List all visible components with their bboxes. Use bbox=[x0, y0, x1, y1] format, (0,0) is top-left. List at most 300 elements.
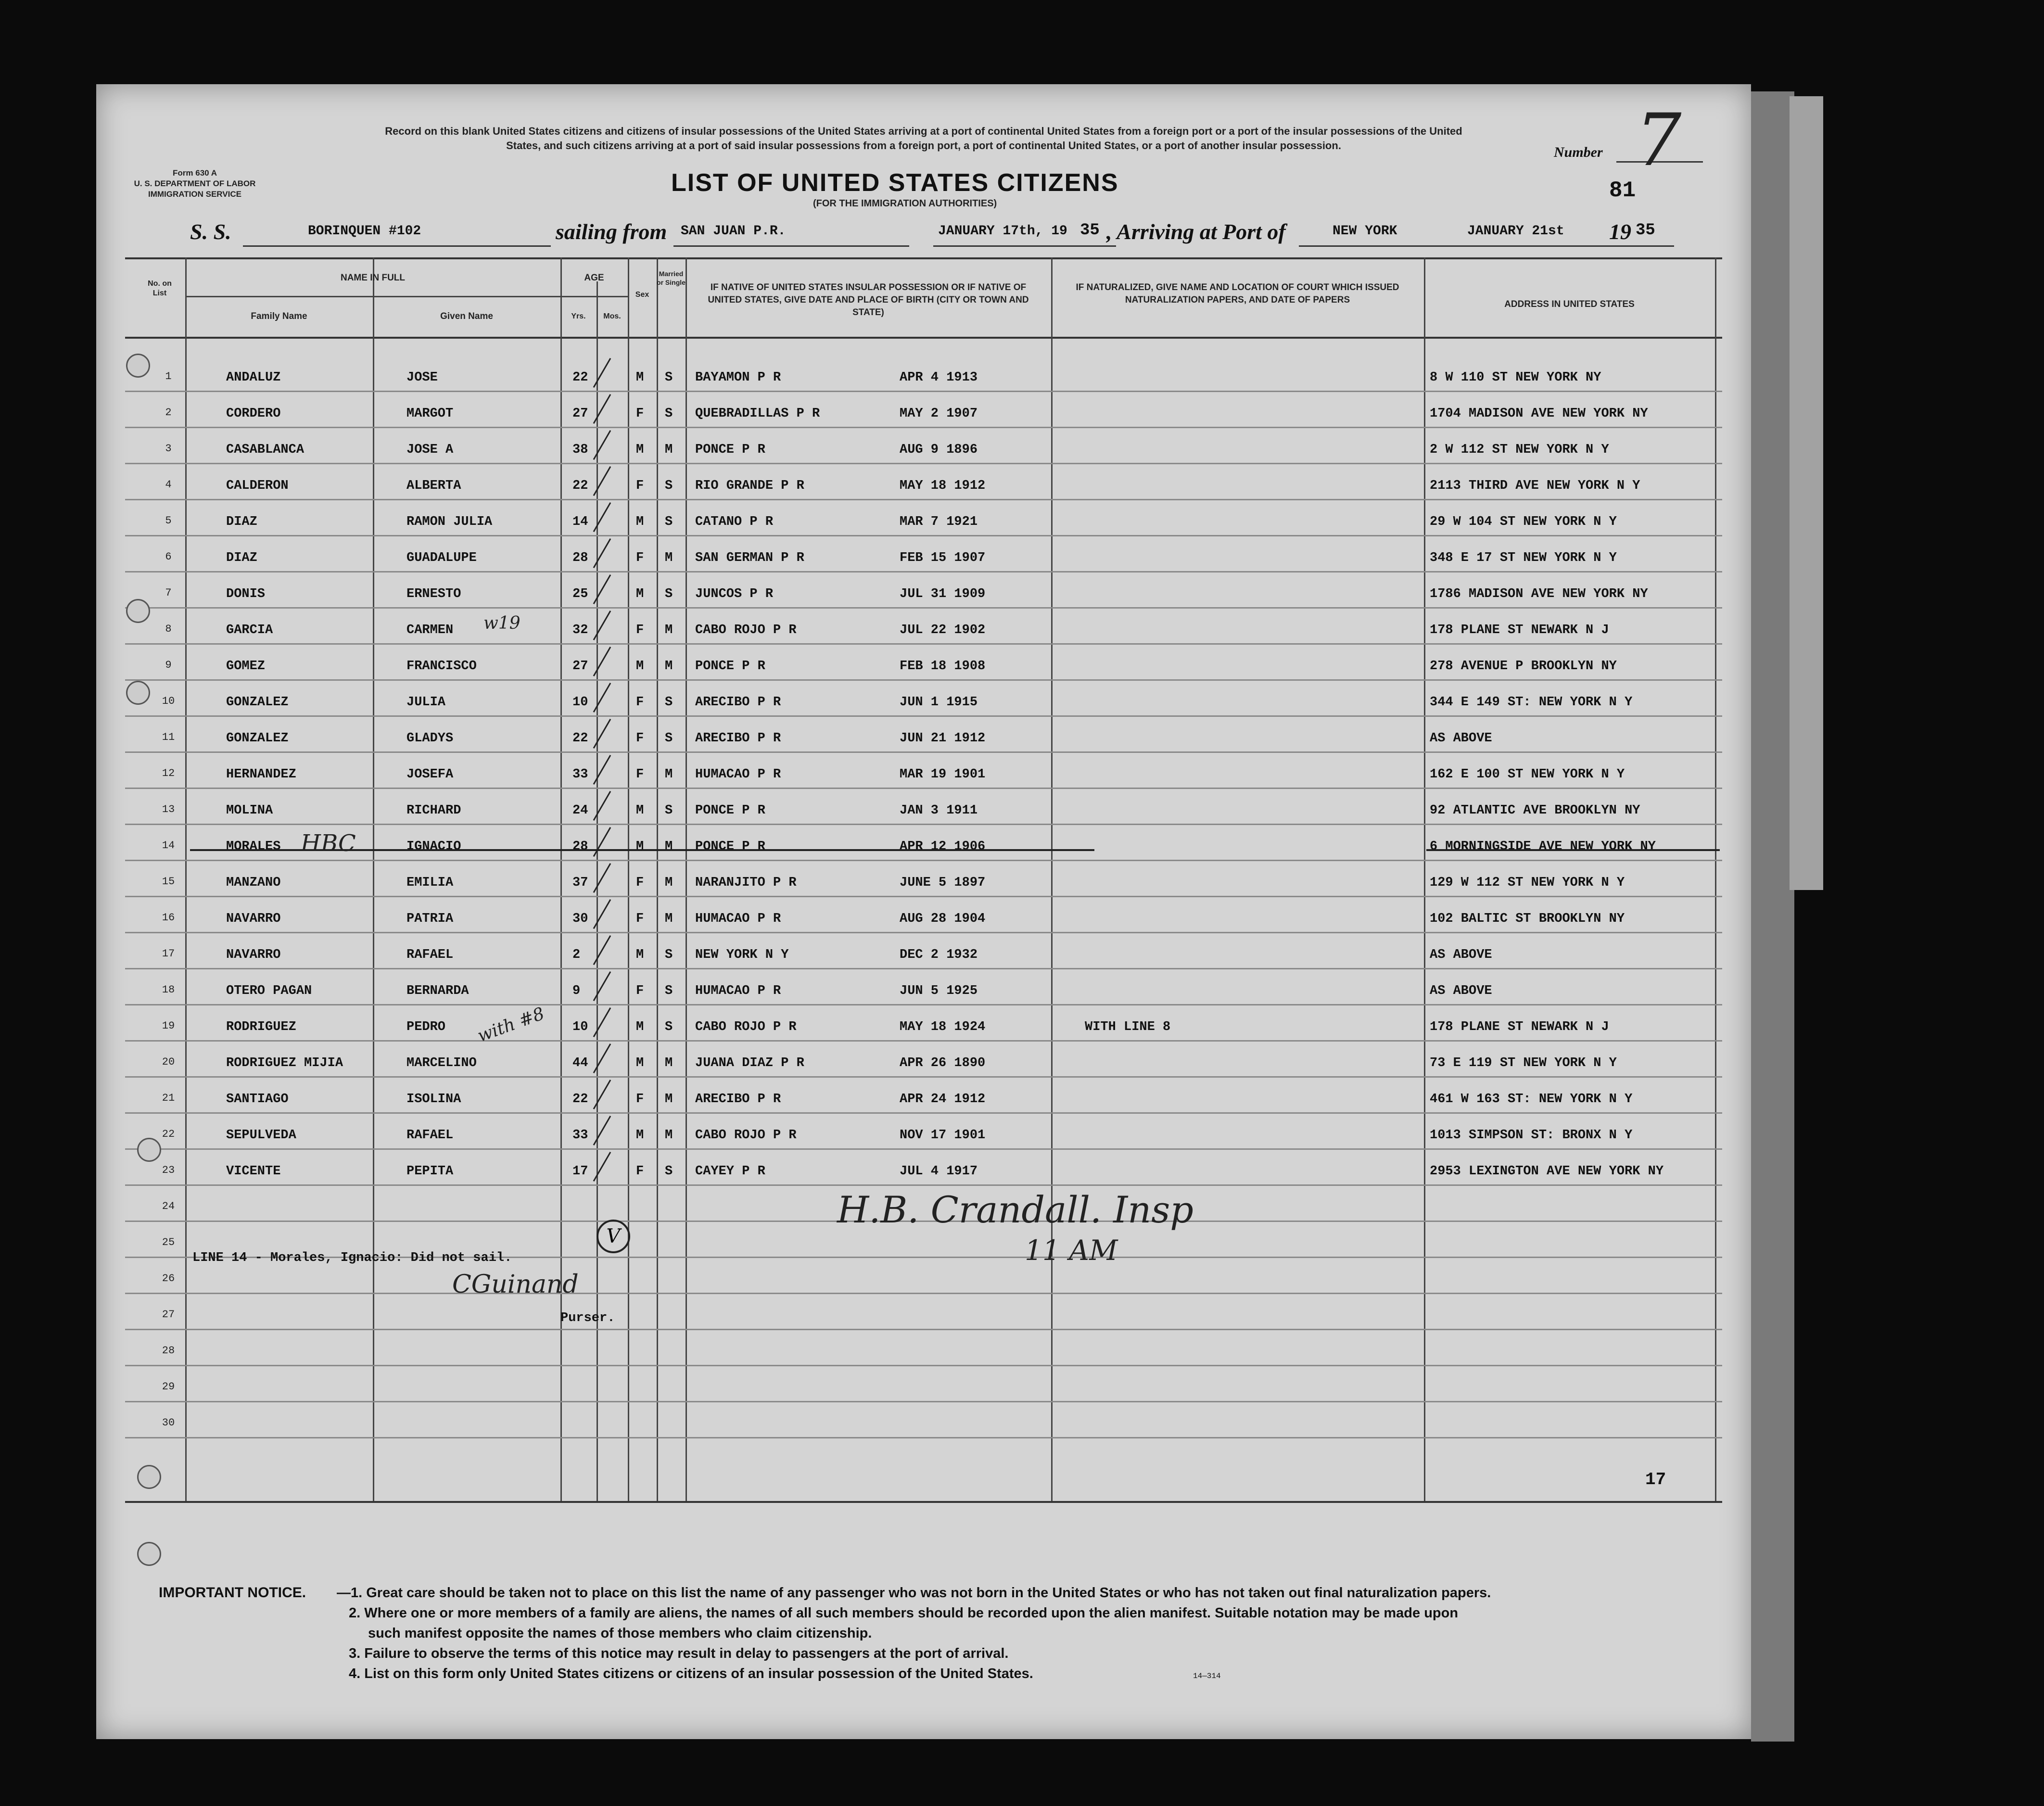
row-rule bbox=[125, 788, 1722, 789]
binder-hole bbox=[126, 354, 150, 378]
cell-date: JAN 3 1911 bbox=[900, 803, 978, 818]
cell-date: APR 24 1912 bbox=[900, 1092, 986, 1106]
cell-ms: S bbox=[665, 1020, 673, 1034]
cell-family: DONIS bbox=[226, 587, 266, 601]
cell-family: DIAZ bbox=[226, 515, 257, 529]
cell-place: SAN GERMAN P R bbox=[695, 551, 804, 565]
table-bottom-border bbox=[125, 1501, 1722, 1503]
depart-date: JANUARY 17th, 19 bbox=[938, 224, 1067, 239]
cell-given: ISOLINA bbox=[406, 1092, 461, 1106]
purser-label: Purser. bbox=[560, 1311, 615, 1325]
cell-sex: M bbox=[636, 839, 644, 854]
cell-sex: F bbox=[636, 912, 644, 926]
cell-sex: M bbox=[636, 515, 644, 529]
cell-given: EMILIA bbox=[406, 876, 454, 890]
cell-addr: 2113 THIRD AVE NEW YORK N Y bbox=[1430, 479, 1640, 493]
cell-place: JUNCOS P R bbox=[695, 587, 774, 601]
cell-ms: M bbox=[665, 623, 673, 637]
row-number: 7 bbox=[165, 587, 172, 599]
header-bottom-border bbox=[125, 337, 1722, 339]
row-number: 26 bbox=[162, 1272, 175, 1285]
cell-addr: 178 PLANE ST NEWARK N J bbox=[1430, 623, 1609, 637]
cell-age: 33 bbox=[572, 1128, 588, 1143]
cell-date: NOV 17 1901 bbox=[900, 1128, 986, 1143]
cell-family: NAVARRO bbox=[226, 948, 281, 962]
row-number: 10 bbox=[162, 695, 175, 707]
purser-signature: CGuinand bbox=[452, 1270, 579, 1299]
row-number: 11 bbox=[162, 731, 175, 743]
cell-place: NEW YORK N Y bbox=[695, 948, 789, 962]
cell-family: GONZALEZ bbox=[226, 695, 289, 710]
row-rule bbox=[125, 1329, 1722, 1330]
cell-family: DIAZ bbox=[226, 551, 257, 565]
cell-ms: S bbox=[665, 803, 673, 818]
row-rule bbox=[125, 1076, 1722, 1078]
cell-ms: M bbox=[665, 551, 673, 565]
binder-tab bbox=[1790, 96, 1823, 890]
row-number: 21 bbox=[162, 1092, 175, 1104]
cell-family: RODRIGUEZ bbox=[226, 1020, 296, 1034]
cell-place: ARECIBO P R bbox=[695, 695, 781, 710]
ship-line bbox=[243, 245, 551, 247]
row-rule bbox=[125, 1184, 1722, 1186]
cell-sex: M bbox=[636, 370, 644, 385]
cell-age: 2 bbox=[572, 948, 581, 962]
carmen-note: w19 bbox=[483, 613, 521, 633]
cell-date: DEC 2 1932 bbox=[900, 948, 978, 962]
ship-name: BORINQUEN #102 bbox=[308, 224, 421, 239]
row-number: 30 bbox=[162, 1417, 175, 1429]
name-subheader-line bbox=[185, 296, 560, 297]
ss-label: S. S. bbox=[190, 219, 231, 244]
inspector-signature: H.B. Crandall. Insp bbox=[837, 1188, 1193, 1231]
cell-place: CABO ROJO P R bbox=[695, 1020, 797, 1034]
row-rule bbox=[125, 463, 1722, 464]
cell-sex: F bbox=[636, 695, 644, 710]
cell-given: IGNACIO bbox=[406, 839, 461, 854]
table-top-border bbox=[125, 257, 1722, 259]
cell-place: JUANA DIAZ P R bbox=[695, 1056, 804, 1070]
cell-addr: 344 E 149 ST: NEW YORK N Y bbox=[1430, 695, 1633, 710]
morales-initials: HBC bbox=[301, 830, 356, 857]
cell-sex: F bbox=[636, 1092, 644, 1106]
cell-given: FRANCISCO bbox=[406, 659, 477, 674]
cell-family: CORDERO bbox=[226, 407, 281, 421]
cell-family: CASABLANCA bbox=[226, 443, 305, 457]
cell-sex: M bbox=[636, 803, 644, 818]
cell-ms: S bbox=[665, 479, 673, 493]
row-rule bbox=[125, 968, 1722, 969]
col-no-on-list: No. on List bbox=[148, 280, 172, 297]
cell-sex: M bbox=[636, 443, 644, 457]
cell-given: RICHARD bbox=[406, 803, 461, 818]
binder-hole bbox=[137, 1542, 161, 1566]
cell-age: 30 bbox=[572, 912, 588, 926]
col-divider bbox=[686, 257, 687, 1501]
cell-date: JUL 31 1909 bbox=[900, 587, 986, 601]
row-number: 24 bbox=[162, 1200, 175, 1212]
cell-sex: M bbox=[636, 587, 644, 601]
page-subtitle: (FOR THE IMMIGRATION AUTHORITIES) bbox=[813, 198, 997, 209]
cell-age: 28 bbox=[572, 839, 588, 854]
check-stamp: V bbox=[597, 1220, 630, 1253]
row-number: 28 bbox=[162, 1345, 175, 1357]
cell-place: PONCE P R bbox=[695, 659, 765, 674]
cell-ms: M bbox=[665, 659, 673, 674]
binder-hole bbox=[137, 1138, 161, 1162]
cell-sex: M bbox=[636, 1056, 644, 1070]
cell-nat: WITH LINE 8 bbox=[1085, 1020, 1171, 1034]
origin-port: SAN JUAN P.R. bbox=[681, 224, 786, 239]
department: U. S. DEPARTMENT OF LABOR bbox=[134, 179, 256, 188]
cell-given: CARMEN bbox=[406, 623, 454, 637]
cell-place: CABO ROJO P R bbox=[695, 1128, 797, 1143]
cell-family: SEPULVEDA bbox=[226, 1128, 296, 1143]
notice-item-3: 3. Failure to observe the terms of this notice may result in delay to passengers at the port of arrival. bbox=[349, 1646, 1009, 1661]
row-number: 23 bbox=[162, 1164, 175, 1176]
cell-place: PONCE P R bbox=[695, 839, 765, 854]
row-rule bbox=[125, 1437, 1722, 1438]
row-number: 3 bbox=[165, 443, 172, 455]
cell-date: JUNE 5 1897 bbox=[900, 876, 986, 890]
row-number: 15 bbox=[162, 876, 175, 888]
cell-age: 9 bbox=[572, 984, 581, 998]
cell-date: APR 12 1906 bbox=[900, 839, 986, 854]
cell-ms: S bbox=[665, 731, 673, 746]
row-rule bbox=[125, 1148, 1722, 1150]
cell-sex: F bbox=[636, 479, 644, 493]
sailing-label: sailing from bbox=[556, 219, 667, 244]
cell-date: MAY 18 1912 bbox=[900, 479, 986, 493]
cell-family: GONZALEZ bbox=[226, 731, 289, 746]
cell-sex: M bbox=[636, 1020, 644, 1034]
sheet-number: 81 bbox=[1609, 178, 1636, 203]
cell-family: MORALES bbox=[226, 839, 281, 854]
row-number: 9 bbox=[165, 659, 172, 671]
cell-age: 25 bbox=[572, 587, 588, 601]
row-rule bbox=[125, 715, 1722, 717]
row-number: 5 bbox=[165, 515, 172, 527]
col-native-birth: IF NATIVE OF UNITED STATES INSULAR POSSESSION OR IF NATIVE OF UNITED STATES, GIVE DATE AND PLACE OF BIRTH (CITY OR TOWN AND STATE) bbox=[708, 282, 1029, 318]
row-rule bbox=[125, 607, 1722, 609]
cell-family: HERNANDEZ bbox=[226, 767, 296, 782]
row-number: 27 bbox=[162, 1309, 175, 1321]
row-number: 17 bbox=[162, 948, 175, 960]
cell-addr: 6 MORNINGSIDE AVE NEW YORK NY bbox=[1430, 839, 1656, 854]
pedro-note: with #8 bbox=[475, 1004, 547, 1046]
cell-given: MARGOT bbox=[406, 407, 454, 421]
inspector-time: 11 AM bbox=[1025, 1234, 1118, 1267]
service: IMMIGRATION SERVICE bbox=[148, 190, 241, 199]
cell-ms: S bbox=[665, 948, 673, 962]
row-number: 16 bbox=[162, 912, 175, 924]
cell-ms: S bbox=[665, 407, 673, 421]
strike-line-left bbox=[190, 849, 1094, 851]
cell-addr: AS ABOVE bbox=[1430, 984, 1492, 998]
cell-place: BAYAMON P R bbox=[695, 370, 781, 385]
cell-ms: M bbox=[665, 767, 673, 782]
cell-sex: F bbox=[636, 984, 644, 998]
cell-date: MAR 7 1921 bbox=[900, 515, 978, 529]
cell-addr: 8 W 110 ST NEW YORK NY bbox=[1430, 370, 1601, 385]
cell-addr: 278 AVENUE P BROOKLYN NY bbox=[1430, 659, 1617, 674]
row-rule bbox=[125, 571, 1722, 572]
cell-date: JUL 4 1917 bbox=[900, 1164, 978, 1179]
cell-family: SANTIAGO bbox=[226, 1092, 289, 1106]
cell-given: JOSE A bbox=[406, 443, 454, 457]
row-number: 22 bbox=[162, 1128, 175, 1140]
row-rule bbox=[125, 751, 1722, 753]
cell-age: 17 bbox=[572, 1164, 588, 1179]
col-family-name: Family Name bbox=[251, 311, 307, 321]
cell-addr: 129 W 112 ST NEW YORK N Y bbox=[1430, 876, 1625, 890]
col-divider bbox=[628, 257, 629, 1501]
cell-place: HUMACAO P R bbox=[695, 912, 781, 926]
arrive-year-prefix: 19 bbox=[1609, 219, 1631, 244]
row-rule bbox=[125, 427, 1722, 428]
row-rule bbox=[125, 860, 1722, 861]
cell-age: 22 bbox=[572, 731, 588, 746]
arrive-line bbox=[1299, 245, 1674, 247]
cell-given: RAFAEL bbox=[406, 1128, 454, 1143]
cell-age: 28 bbox=[572, 551, 588, 565]
col-naturalized: IF NATURALIZED, GIVE NAME AND LOCATION OF COURT WHICH ISSUED NATURALIZATION PAPERS, AND DATE OF PAPERS bbox=[1076, 282, 1399, 305]
notice-item-2-cont: such manifest opposite the names of those members who claim citizenship. bbox=[368, 1626, 872, 1641]
cell-addr: 1013 SIMPSON ST: BRONX N Y bbox=[1430, 1128, 1633, 1143]
number-value: 7 bbox=[1636, 99, 1682, 182]
cell-ms: M bbox=[665, 876, 673, 890]
cell-date: MAR 19 1901 bbox=[900, 767, 986, 782]
cell-given: RAMON JULIA bbox=[406, 515, 493, 529]
number-label: Number bbox=[1554, 144, 1603, 160]
cell-ms: M bbox=[665, 1092, 673, 1106]
cell-age: 33 bbox=[572, 767, 588, 782]
binder-hole bbox=[137, 1465, 161, 1489]
cell-sex: M bbox=[636, 1128, 644, 1143]
arriving-label: , Arriving at Port of bbox=[1106, 219, 1286, 244]
cell-place: ARECIBO P R bbox=[695, 731, 781, 746]
cell-date: FEB 18 1908 bbox=[900, 659, 986, 674]
form-number: Form 630 A bbox=[173, 168, 217, 178]
cell-family: MOLINA bbox=[226, 803, 273, 818]
cell-given: PEDRO bbox=[406, 1020, 446, 1034]
cell-addr: 2 W 112 ST NEW YORK N Y bbox=[1430, 443, 1609, 457]
row-rule bbox=[125, 932, 1722, 933]
cell-family: ANDALUZ bbox=[226, 370, 281, 385]
row-number: 18 bbox=[162, 984, 175, 996]
cell-ms: S bbox=[665, 587, 673, 601]
age-subheader-line bbox=[560, 296, 628, 297]
cell-ms: M bbox=[665, 1056, 673, 1070]
cell-sex: M bbox=[636, 659, 644, 674]
cell-ms: S bbox=[665, 370, 673, 385]
cell-date: JUN 5 1925 bbox=[900, 984, 978, 998]
row-rule bbox=[125, 391, 1722, 392]
cell-family: RODRIGUEZ MIJIA bbox=[226, 1056, 343, 1070]
cell-ms: S bbox=[665, 984, 673, 998]
cell-family: GOMEZ bbox=[226, 659, 266, 674]
cell-given: GUADALUPE bbox=[406, 551, 477, 565]
cell-addr: AS ABOVE bbox=[1430, 948, 1492, 962]
cell-sex: F bbox=[636, 767, 644, 782]
cell-age: 38 bbox=[572, 443, 588, 457]
cell-addr: 1786 MADISON AVE NEW YORK NY bbox=[1430, 587, 1648, 601]
row-number: 25 bbox=[162, 1236, 175, 1248]
row-rule bbox=[125, 1401, 1722, 1402]
cell-given: JULIA bbox=[406, 695, 446, 710]
row-number: 29 bbox=[162, 1381, 175, 1393]
col-divider bbox=[1051, 257, 1053, 1501]
sheet-edge bbox=[1751, 91, 1794, 1742]
row-number: 1 bbox=[165, 370, 172, 382]
col-age: AGE bbox=[584, 273, 604, 283]
cell-ms: S bbox=[665, 515, 673, 529]
row-number: 4 bbox=[165, 479, 172, 491]
cell-given: JOSEFA bbox=[406, 767, 454, 782]
col-name-in-full: NAME IN FULL bbox=[340, 273, 406, 283]
cell-family: CALDERON bbox=[226, 479, 289, 493]
cell-age: 27 bbox=[572, 659, 588, 674]
cell-family: VICENTE bbox=[226, 1164, 281, 1179]
cell-given: MARCELINO bbox=[406, 1056, 477, 1070]
row-number: 20 bbox=[162, 1056, 175, 1068]
cell-sex: F bbox=[636, 623, 644, 637]
cell-given: PATRIA bbox=[406, 912, 454, 926]
did-not-sail-note: LINE 14 - Morales, Ignacio: Did not sail. bbox=[192, 1251, 512, 1265]
row-number: 14 bbox=[162, 839, 175, 852]
row-rule bbox=[125, 824, 1722, 825]
binder-hole bbox=[126, 599, 150, 623]
cell-place: NARANJITO P R bbox=[695, 876, 797, 890]
row-rule bbox=[125, 1004, 1722, 1005]
cell-place: PONCE P R bbox=[695, 443, 765, 457]
cell-date: MAY 18 1924 bbox=[900, 1020, 986, 1034]
cell-date: JUL 22 1902 bbox=[900, 623, 986, 637]
cell-family: GARCIA bbox=[226, 623, 273, 637]
row-rule bbox=[125, 643, 1722, 645]
depart-year: 35 bbox=[1080, 221, 1100, 240]
cell-addr: 102 BALTIC ST BROOKLYN NY bbox=[1430, 912, 1625, 926]
cell-given: ERNESTO bbox=[406, 587, 461, 601]
cell-ms: S bbox=[665, 695, 673, 710]
row-rule bbox=[125, 1365, 1722, 1366]
cell-sex: F bbox=[636, 407, 644, 421]
cell-place: ARECIBO P R bbox=[695, 1092, 781, 1106]
row-number: 12 bbox=[162, 767, 175, 779]
cell-addr: 92 ATLANTIC AVE BROOKLYN NY bbox=[1430, 803, 1640, 818]
col-divider bbox=[1424, 257, 1425, 1501]
cell-ms: M bbox=[665, 839, 673, 854]
cell-addr: 73 E 119 ST NEW YORK N Y bbox=[1430, 1056, 1617, 1070]
row-number: 6 bbox=[165, 551, 172, 563]
form-code: 14—314 bbox=[1193, 1672, 1221, 1680]
cell-given: JOSE bbox=[406, 370, 438, 385]
cell-ms: M bbox=[665, 1128, 673, 1143]
row-rule bbox=[125, 535, 1722, 536]
cell-sex: F bbox=[636, 1164, 644, 1179]
row-rule bbox=[125, 1040, 1722, 1042]
cell-sex: F bbox=[636, 731, 644, 746]
cell-place: CATANO P R bbox=[695, 515, 774, 529]
cell-given: GLADYS bbox=[406, 731, 454, 746]
cell-age: 14 bbox=[572, 515, 588, 529]
cell-sex: F bbox=[636, 551, 644, 565]
cell-addr: 1704 MADISON AVE NEW YORK NY bbox=[1430, 407, 1648, 421]
cell-date: JUN 1 1915 bbox=[900, 695, 978, 710]
col-divider bbox=[373, 257, 374, 1501]
cell-place: RIO GRANDE P R bbox=[695, 479, 804, 493]
origin-line bbox=[673, 245, 909, 247]
cell-age: 22 bbox=[572, 1092, 588, 1106]
cell-date: MAY 2 1907 bbox=[900, 407, 978, 421]
cell-addr: 29 W 104 ST NEW YORK N Y bbox=[1430, 515, 1617, 529]
col-yrs: Yrs. bbox=[571, 312, 586, 320]
cell-given: BERNARDA bbox=[406, 984, 469, 998]
cell-addr: 162 E 100 ST NEW YORK N Y bbox=[1430, 767, 1625, 782]
cell-addr: 178 PLANE ST NEWARK N J bbox=[1430, 1020, 1609, 1034]
depart-line bbox=[933, 245, 1116, 247]
cell-place: HUMACAO P R bbox=[695, 984, 781, 998]
col-address: ADDRESS IN UNITED STATES bbox=[1504, 299, 1635, 309]
cell-age: 22 bbox=[572, 370, 588, 385]
row-number: 2 bbox=[165, 407, 172, 419]
notice-item-4: 4. List on this form only United States citizens or citizens of an insular possession of the United States. bbox=[349, 1666, 1033, 1681]
col-mos: Mos. bbox=[603, 312, 621, 320]
row-rule bbox=[125, 1112, 1722, 1114]
cell-age: 22 bbox=[572, 479, 588, 493]
cell-given: PEPITA bbox=[406, 1164, 454, 1179]
cell-family: MANZANO bbox=[226, 876, 281, 890]
cell-place: CAYEY P R bbox=[695, 1164, 765, 1179]
cell-given: ALBERTA bbox=[406, 479, 461, 493]
cell-ms: S bbox=[665, 1164, 673, 1179]
strike-line-right bbox=[1426, 849, 1720, 851]
record-note: Record on this blank United States citizens and citizens of insular possessions of the United States arriving at a port of continental United States from a foreign port or a port of the insular possessions of the United States, and such citizens arriving at a port of said insular possessions from a foreign port, a port of continental United States, or a port of another insular possession. bbox=[385, 125, 1462, 152]
cell-date: AUG 28 1904 bbox=[900, 912, 986, 926]
page-title: LIST OF UNITED STATES CITIZENS bbox=[671, 169, 1119, 197]
col-sex: Sex bbox=[635, 291, 649, 299]
row-number: 13 bbox=[162, 803, 175, 815]
cell-place: PONCE P R bbox=[695, 803, 765, 818]
cell-sex: F bbox=[636, 876, 644, 890]
col-given-name: Given Name bbox=[440, 311, 493, 321]
cell-age: 10 bbox=[572, 695, 588, 710]
cell-ms: M bbox=[665, 443, 673, 457]
arrive-year: 35 bbox=[1636, 221, 1655, 240]
cell-date: APR 26 1890 bbox=[900, 1056, 986, 1070]
cell-place: QUEBRADILLAS P R bbox=[695, 407, 820, 421]
arrival-port: NEW YORK bbox=[1333, 224, 1397, 239]
row-rule bbox=[125, 896, 1722, 897]
row-number: 19 bbox=[162, 1020, 175, 1032]
cell-addr: 2953 LEXINGTON AVE NEW YORK NY bbox=[1430, 1164, 1664, 1179]
cell-age: 24 bbox=[572, 803, 588, 818]
cell-age: 37 bbox=[572, 876, 588, 890]
row-rule bbox=[125, 499, 1722, 500]
cell-sex: M bbox=[636, 948, 644, 962]
row-rule bbox=[125, 679, 1722, 681]
col-married-single: Married or Single bbox=[657, 270, 686, 286]
cell-addr: AS ABOVE bbox=[1430, 731, 1492, 746]
cell-date: APR 4 1913 bbox=[900, 370, 978, 385]
notice-heading: IMPORTANT NOTICE. bbox=[159, 1585, 306, 1601]
cell-addr: 461 W 163 ST: NEW YORK N Y bbox=[1430, 1092, 1633, 1106]
binder-hole bbox=[126, 681, 150, 705]
cell-date: AUG 9 1896 bbox=[900, 443, 978, 457]
notice-item-2: 2. Where one or more members of a family are aliens, the names of all such members should be recorded upon the alien manifest. Suitable notation may be made upon bbox=[349, 1605, 1459, 1621]
notice-item-1: —1. Great care should be taken not to place on this list the name of any passenger who was not born in the United States or who has not taken out final naturalization papers. bbox=[337, 1585, 1491, 1601]
row-rule bbox=[125, 1293, 1722, 1294]
